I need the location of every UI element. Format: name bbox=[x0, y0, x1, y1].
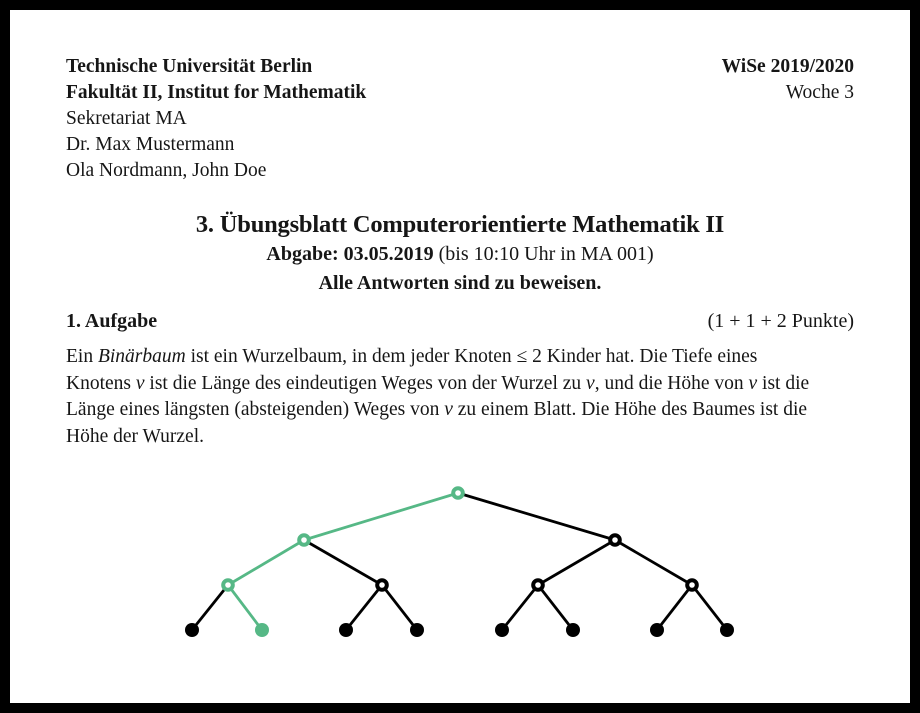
paragraph-line bbox=[66, 424, 854, 451]
task-paragraph bbox=[66, 344, 854, 450]
document-header bbox=[66, 54, 854, 184]
week-label: Woche 3 bbox=[785, 82, 854, 103]
tree-edge bbox=[228, 540, 304, 585]
task-heading: 1. Aufgabe bbox=[66, 310, 158, 332]
paragraph-line bbox=[66, 344, 854, 371]
text-segment: ist die Länge des eindeutigen Weges von der Wurzel zu bbox=[144, 372, 587, 394]
lecturer-name: Dr. Max Mustermann bbox=[66, 134, 235, 155]
title-block bbox=[66, 210, 854, 298]
tree-edge bbox=[538, 540, 615, 585]
math-variable: Binärbaum bbox=[97, 346, 186, 367]
text-segment: ist die bbox=[757, 372, 810, 394]
tree-node-internal bbox=[299, 535, 309, 545]
header-right bbox=[722, 54, 854, 184]
tree-edge bbox=[538, 585, 573, 630]
sheet-title: 3. Übungsblatt Computerorientierte Mathematik II bbox=[195, 211, 725, 238]
math-variable: v bbox=[135, 372, 145, 394]
tree-edge bbox=[304, 493, 458, 540]
tree-node-leaf bbox=[650, 623, 664, 637]
tree-node-leaf bbox=[495, 623, 509, 637]
binary-tree-diagram bbox=[10, 470, 910, 648]
tree-node-leaf bbox=[255, 623, 269, 637]
tree-edge bbox=[382, 585, 417, 630]
tree-edge bbox=[615, 540, 692, 585]
task-header bbox=[66, 308, 854, 334]
math-variable: v bbox=[748, 372, 758, 394]
tree-node-internal bbox=[453, 488, 463, 498]
tree-node-leaf bbox=[566, 623, 580, 637]
task-points: (1 + 1 + 2 Punkte) bbox=[707, 310, 854, 332]
office-name: Sekretariat MA bbox=[66, 108, 187, 129]
tree-edge bbox=[192, 585, 228, 630]
text-segment: Höhe der Wurzel. bbox=[66, 425, 205, 447]
tree-edge bbox=[228, 585, 262, 630]
text-segment: Ein bbox=[66, 346, 98, 367]
text-segment: zu einem Blatt. Die Höhe des Baumes ist die bbox=[452, 399, 808, 421]
faculty-name: Fakultät II, Institut for Mathematik bbox=[66, 82, 367, 103]
tree-node-leaf bbox=[720, 623, 734, 637]
text-segment: Knotens bbox=[66, 372, 136, 394]
assistant-names: Ola Nordmann, John Doe bbox=[66, 160, 267, 181]
tree-node-internal bbox=[533, 580, 543, 590]
tree-node-leaf bbox=[339, 623, 353, 637]
deadline-date: Abgabe: 03.05.2019 bbox=[266, 243, 434, 265]
tree-node-leaf bbox=[410, 623, 424, 637]
institution-name: Technische Universität Berlin bbox=[66, 56, 313, 77]
proof-note: Alle Antworten sind zu beweisen. bbox=[318, 272, 602, 294]
paragraph-line bbox=[66, 371, 854, 398]
deadline-line bbox=[66, 240, 854, 269]
tree-edge bbox=[346, 585, 382, 630]
tree-edge bbox=[692, 585, 727, 630]
math-variable: v bbox=[444, 399, 453, 421]
tree-edge bbox=[502, 585, 538, 630]
paragraph-line bbox=[66, 397, 854, 424]
tree-node-internal bbox=[610, 535, 620, 545]
deadline-details: (bis 10:10 Uhr in MA 001) bbox=[433, 243, 654, 265]
semester-label: WiSe 2019/2020 bbox=[721, 56, 854, 77]
tree-node-internal bbox=[687, 580, 697, 590]
document-content bbox=[10, 10, 910, 450]
text-segment: , und die Höhe von bbox=[594, 372, 749, 394]
math-variable: v bbox=[586, 372, 595, 394]
tree-edge bbox=[458, 493, 615, 540]
text-segment: Länge eines längsten (absteigenden) Weges von bbox=[66, 399, 445, 421]
tree-edge bbox=[657, 585, 692, 630]
tree-node-leaf bbox=[185, 623, 199, 637]
tree-edge bbox=[304, 540, 382, 585]
tree-node-internal bbox=[377, 580, 387, 590]
header-left bbox=[66, 54, 366, 184]
tree-node-internal bbox=[223, 580, 233, 590]
text-segment: ist ein Wurzelbaum, in dem jeder Knoten ≤ 2 Kinder hat. Die Tiefe eines bbox=[185, 346, 758, 367]
